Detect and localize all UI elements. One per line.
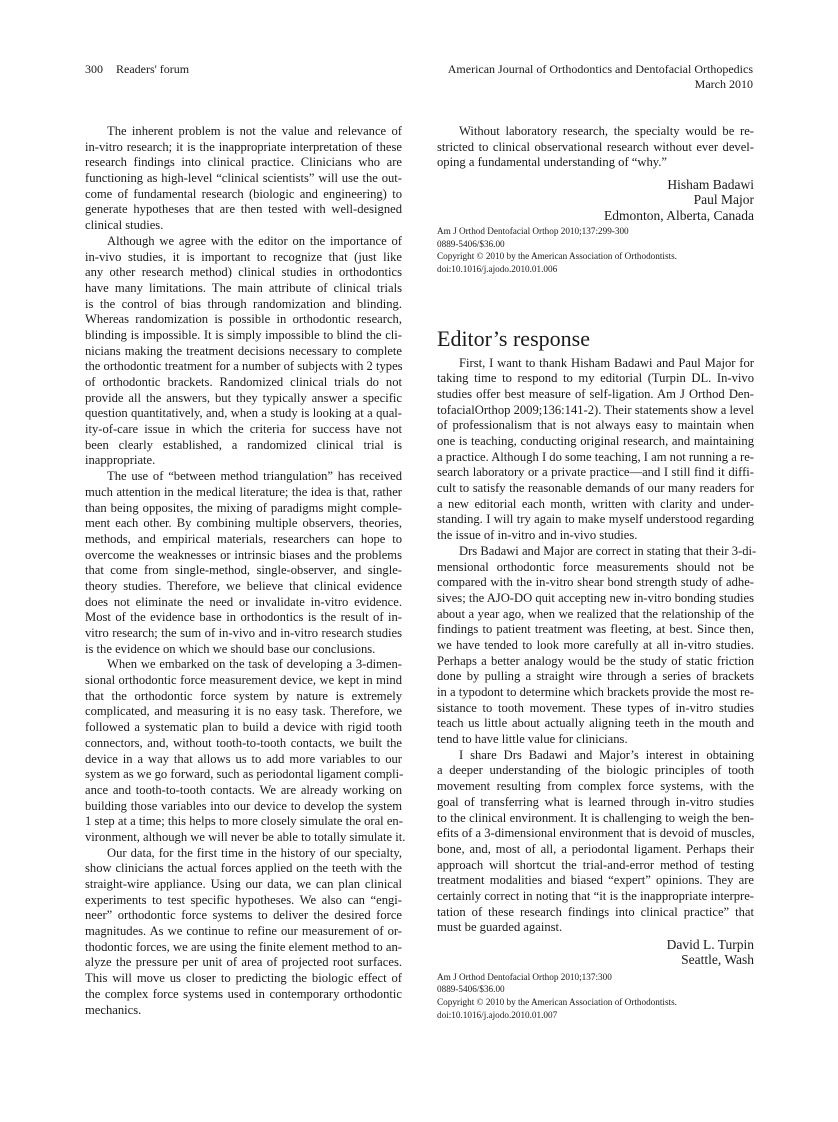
copyright: Copyright © 2010 by the American Association of Orthodontists. [437,251,677,262]
text-line: taking time to respond to my editorial (Turpin DL. In-vivo [437,371,754,386]
text-line: ity-of-care issue in which the criteria for success have not [85,422,402,437]
text-line: findings to patient treatment was fleeting, at best. Since then, [437,622,754,637]
text-line: a new editorial each month, written with clarity and under- [437,496,754,511]
text-line: certainly correct in noting that “it is the inappropriate interpre- [437,888,754,903]
issue-date: March 2010 [694,77,753,91]
text-line: question quantitatively, and, when a study is looking at a qual- [85,406,402,421]
right-column [437,124,757,1021]
text-line: methods, and empirical materials, researchers can hope to [85,531,402,546]
text-line: sistance to tooth movement. These types of in-vitro studies [437,700,754,715]
text-line: studies offer best measure of self-ligation. Am J Orthod Den- [437,386,754,401]
text-line: oping a fundamental understanding of “why.” [437,155,668,170]
text-line: sional orthodontic force measurement device, we kept in mind [85,673,402,688]
paragraph [437,748,754,936]
text-line: complicated, and measuring it is no easy task. Therefore, we [85,704,402,719]
text-line: does not eliminate the need or invalidate in-vitro evidence. [85,594,402,609]
text-line: any other research method) clinical studies in orthodontics [85,265,402,280]
text-line: theory studies. Therefore, we believe that clinical evidence [85,578,402,593]
text-line: Whereas randomization is possible in orthodontic research, [85,312,402,327]
paragraph [437,356,754,544]
text-line: approach will shortcut the trial-and-error method of testing [437,857,754,872]
text-line: treatment modalities and biased “expert” opinions. They are [437,873,754,888]
text-line: the issue of in-vitro and in-vivo studies. [437,528,638,543]
paragraph [85,657,406,845]
journal-title: American Journal of Orthodontics and Dentofacial Orthopedics [447,62,753,76]
text-line: in-vitro research; it is the inappropriate interpretation of these [85,139,402,154]
section-title: Readers' forum [116,62,190,76]
text-line: must be guarded against. [437,920,563,935]
paragraph [437,543,757,748]
paragraph [85,124,402,234]
text-line: research findings into clinical practice. Clinicians who are [85,155,402,170]
text-line: about a year ago, when we realized that the relationship of the [437,606,754,621]
text-line: Although we agree with the editor on the importance of [107,233,402,248]
text-line: experiments to test specific hypotheses. We also can “engi- [85,892,402,907]
text-line: is the control of bias through randomization and blinding. [85,296,402,311]
text-line: ment each other. By combining multiple observers, theories, [85,516,402,531]
text-line: The inherent problem is not the value and relevance of [107,124,402,138]
left-column [85,124,406,1018]
text-line: overcome the weaknesses or intrinsic biases and the problems [85,547,402,562]
paragraph [437,124,754,171]
text-line: tofacialOrthop 2009;136:141-2). Their statements show a level [437,402,754,417]
text-line: is the evidence on which we should base our conclusions. [85,641,376,656]
text-line: Drs Badawi and Major are correct in stating that their 3-di- [459,543,757,558]
paragraph [85,234,402,469]
text-line: Our data, for the first time in the history of our specialty, [107,845,402,860]
text-line: standing. I will try again to make myself understood regarding [437,512,754,527]
text-line: This will move us closer to predicting the biologic effect of [85,971,402,986]
text-line: Most of the evidence base in orthodontics is the result of in- [85,610,402,625]
text-line: that the orthodontic force system by nature is extremely [85,688,402,703]
text-line: mechanics. [85,1002,142,1017]
text-line: teach us little about actually aligning teeth in the mouth and [437,716,754,731]
text-line: that come from single-method, single-observer, and single- [85,563,402,578]
response-citation [437,971,754,1021]
text-line: functioning as high-level “clinical scientists” will use the out- [85,171,402,186]
text-line: clinical studies. [85,218,164,233]
copyright: Copyright © 2010 by the American Association of Orthodontists. [437,997,677,1008]
letter-signature [437,177,754,223]
text-line: ance and tooth-to-tooth contacts. We are already working on [85,782,402,797]
text-line: show clinicians the actual forces applied on the teeth with the [85,861,402,876]
text-line: nicians making the treatment decisions necessary to complete [85,343,402,358]
text-line: one is teaching, conducting original research, and maintaining [437,434,754,449]
response-body [437,355,757,936]
doi: doi:10.1016/j.ajodo.2010.01.006 [437,264,558,275]
text-line: compared with the in-vitro shear bond strength study of adhe- [437,575,754,590]
page-number: 300 [85,62,103,76]
letter-body-continued [437,124,754,171]
text-line: done by pulling a straight wire through a series of brackets [437,669,754,684]
text-line: Without laboratory research, the specialty would be re- [459,124,754,138]
letter-citation [437,225,754,275]
text-line: Perhaps a better analogy would be the study of static friction [437,653,754,668]
running-header-left [85,62,189,77]
text-line: movement resulting from complex force systems, with the [437,779,754,794]
text-line: search laboratory or a private practice—and I still find it diffi- [437,465,754,480]
text-line: provide all the answers, but they typically answer a specific [85,390,402,405]
text-line: of orthodontic brackets. Randomized clinical trials do not [85,375,402,389]
text-line: in-vivo studies, it is important to recognize that (just like [85,249,402,264]
text-line: The use of “between method triangulation” has received [107,469,402,484]
issn-price: 0889-5406/$36.00 [437,984,505,995]
text-line: cult to satisfy the reasonable demands of our many readers for [437,481,754,496]
text-line: than being opposites, the mixing of paradigms might comple- [85,500,402,515]
text-line: building those variables into our device to develop the system [85,798,402,813]
response-signature [437,937,754,968]
text-line: thodontic forces, we are using the finite element method to an- [85,939,402,954]
author-name: David L. Turpin [666,937,754,953]
text-line: the orthodontic treatment for a number of subjects with 2 types [85,359,403,374]
text-line: sives; the AJO-DO quit accepting new in-vitro bonding studies [437,590,754,605]
text-line: blinding is impossible. It is simply impossible to blind the cli- [85,327,402,342]
text-line: a practice. Although I do some teaching, I am not running a re- [437,449,754,464]
author-location: Seattle, Wash [681,952,754,968]
running-header-right [448,62,753,92]
text-line: generate hypotheses that are then tested with well-designed [85,202,402,217]
letter-body [85,124,406,1018]
citation-line: Am J Orthod Dentofacial Orthop 2010;137:299-300 [437,226,629,237]
text-line: stricted to clinical observational research without ever devel- [437,139,754,154]
paragraph [85,846,402,1019]
text-line: First, I want to thank Hisham Badawi and Paul Major for [459,355,754,370]
text-line: bone, and, most of all, a periodontal ligament. Perhaps their [437,841,754,856]
author-name: Paul Major [693,192,754,208]
text-line: we have tended to look more carefully at all in-vitro studies. [437,637,754,652]
text-line: mensional orthodontic force measurements should not be [437,559,754,574]
text-line: device in a way that allows us to add more variables to our [85,751,402,766]
issn-price: 0889-5406/$36.00 [437,238,505,249]
doi: doi:10.1016/j.ajodo.2010.01.007 [437,1009,558,1020]
text-line: in a typodont to determine which brackets provide the most re- [437,685,754,700]
text-line: tend to have little value for clinicians. [437,732,628,747]
text-line: neer” orthodontic force systems to deliver the desired force [85,908,402,923]
text-line: vironment, although we will never be able to totally simulate it. [85,829,406,844]
text-line: alyze the pressure per unit of area of projected root surfaces. [85,955,402,970]
text-line: to the clinical environment. It is challenging to weigh the ben- [437,810,754,825]
text-line: 1 step at a time; this helps to more closely simulate the oral en- [85,814,403,829]
text-line: magnitudes. As we continue to refine our measurement of or- [85,924,402,939]
section-heading: Editor’s response [437,325,590,351]
author-location: Edmonton, Alberta, Canada [604,207,754,223]
text-line: been clearly established, a randomized clinical trial is [85,437,402,452]
text-line: a deeper understanding of the biologic principles of tooth [437,763,754,778]
citation-line: Am J Orthod Dentofacial Orthop 2010;137:300 [437,971,612,982]
text-line: followed a systematic plan to build a device with rigid tooth [85,720,402,735]
text-line: When we embarked on the task of developing a 3-dimen- [107,657,402,672]
text-line: come of fundamental research (biologic and engineering) to [85,186,402,201]
text-line: of professionalism that is not always easy to maintain when [437,418,754,433]
text-line: connectors, and, without tooth-to-tooth contacts, we built the [85,735,402,750]
text-line: have many limitations. The main attribute of clinical trials [85,280,402,295]
author-name: Hisham Badawi [667,177,754,193]
text-line: tation of these research findings into clinical practice” that [437,904,754,919]
text-line: inappropriate. [85,453,156,468]
text-line: much attention in the medical literature; the idea is that, rather [85,484,402,499]
text-line: straight-wire appliance. Using our data, we can plan clinical [85,877,402,891]
text-line: goal of transferring what is learned through in-vitro studies [437,794,754,809]
text-line: system as we go forward, such as periodontal ligament compli- [85,767,404,782]
text-line: the complex force systems used in contemporary orthodontic [85,986,402,1001]
text-line: efits of a 3-dimensional environment that is devoid of muscles, [437,826,755,841]
paragraph [85,469,402,657]
text-line: vitro research; the sum of in-vivo and in-vitro research studies [85,626,402,640]
text-line: I share Drs Badawi and Major’s interest in obtaining [459,747,754,762]
